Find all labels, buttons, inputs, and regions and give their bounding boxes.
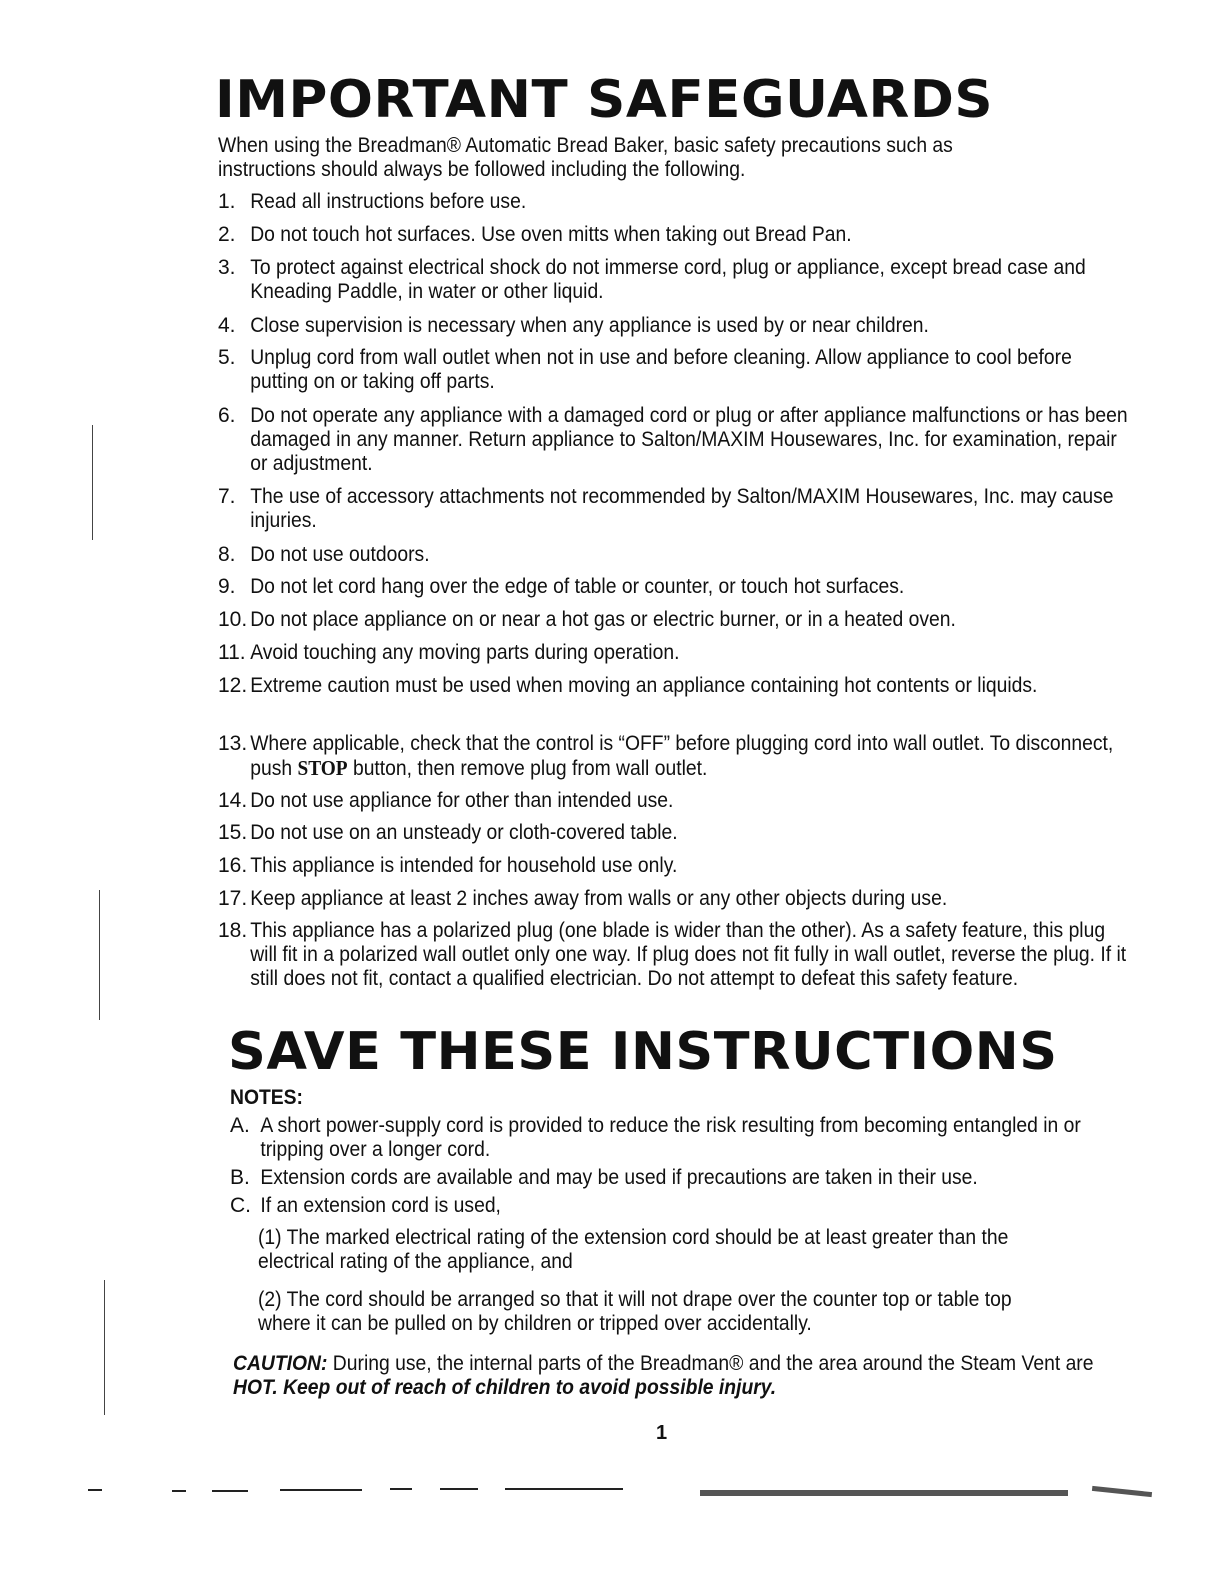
item-number: 5.	[218, 346, 236, 369]
item-text: The use of accessory attachments not recommended by Salton/MAXIM Housewares, Inc. may cause injuries.	[250, 485, 1114, 532]
note-text: If an extension cord is used,	[260, 1194, 501, 1217]
item-number: 6.	[218, 404, 236, 427]
item-number: 13.	[218, 732, 248, 755]
item-text: Do not use appliance for other than intended use.	[250, 789, 674, 812]
list-item	[218, 641, 1213, 665]
item-text: Do not touch hot surfaces. Use oven mitts when taking out Bread Pan.	[250, 223, 852, 246]
list-item	[218, 608, 1213, 632]
item-number: 18.	[218, 919, 248, 942]
list-item	[218, 485, 1213, 533]
stop-button-label: STOP	[297, 756, 348, 780]
sub-note-text: (2) The cord should be arranged so that it will not drape over the counter top or table top where it can be pulled on by children or tripped over accidentally.	[258, 1288, 1012, 1335]
caution-warning: Keep out of reach of children to avoid possible injury.	[277, 1376, 777, 1399]
list-item	[218, 919, 1213, 991]
item-text: Do not use on an unsteady or cloth-covered table.	[250, 821, 678, 844]
save-instructions-heading: SAVE THESE INSTRUCTIONS	[228, 1022, 1058, 1082]
list-item	[218, 314, 1213, 338]
note-text: A short power-supply cord is provided to reduce the risk resulting from becoming entangled in or tripping over a longer cord.	[260, 1114, 1081, 1161]
item-text	[218, 732, 1133, 781]
note-text: Extension cords are available and may be used if precautions are taken in their use.	[260, 1166, 978, 1189]
caution-paragraph	[233, 1352, 1133, 1400]
note-item	[230, 1166, 1110, 1190]
list-item	[218, 854, 1213, 878]
item-number: 2.	[218, 223, 236, 246]
item-number: 3.	[218, 256, 236, 279]
caution-label: CAUTION:	[233, 1352, 328, 1375]
intro-paragraph: When using the Breadman® Automatic Bread Baker, basic safety precautions such as instructions should always be followed including the following.	[218, 134, 953, 181]
list-item	[218, 674, 1213, 698]
list-item	[218, 887, 1213, 911]
item-text: Avoid touching any moving parts during operation.	[250, 641, 680, 664]
item-number: 15.	[218, 821, 248, 844]
item-number: 10.	[218, 608, 248, 631]
caution-text: During use, the internal parts of the Breadman® and the area around the Steam Vent are	[327, 1352, 1094, 1375]
item-number: 12.	[218, 674, 248, 697]
item-text: To protect against electrical shock do not immerse cord, plug or appliance, except bread case and Kneading Paddle, in water or other liquid.	[250, 256, 1086, 303]
item-number: 7.	[218, 485, 236, 508]
page-title: IMPORTANT SAFEGUARDS	[215, 70, 994, 130]
item-text-part: button, then remove plug from wall outlet.	[347, 757, 708, 780]
list-item	[218, 404, 1213, 476]
item-number: 4.	[218, 314, 236, 337]
item-text: Extreme caution must be used when moving an appliance containing hot contents or liquids.	[250, 674, 1038, 697]
list-item	[218, 346, 1213, 394]
sub-note	[230, 1288, 1110, 1336]
item-number: 9.	[218, 575, 236, 598]
list-item	[218, 256, 1213, 304]
item-text: Read all instructions before use.	[250, 190, 527, 213]
sub-note	[230, 1226, 1110, 1274]
item-number: 17.	[218, 887, 248, 910]
item-text: Do not use outdoors.	[250, 543, 430, 566]
item-text: Keep appliance at least 2 inches away from walls or any other objects during use.	[250, 887, 948, 910]
note-letter: A.	[230, 1114, 250, 1137]
notes-section	[230, 1086, 1110, 1336]
item-text: This appliance is intended for household use only.	[250, 854, 678, 877]
list-item	[218, 223, 1213, 247]
note-item	[230, 1114, 1110, 1162]
item-text: Do not place appliance on or near a hot gas or electric burner, or in a heated oven.	[250, 608, 956, 631]
caution-hot: HOT.	[233, 1376, 278, 1399]
item-number: 14.	[218, 789, 248, 812]
item-text: Unplug cord from wall outlet when not in use and before cleaning. Allow appliance to cool before putting on or taking off parts.	[250, 346, 1072, 393]
page-number: 1	[656, 1422, 668, 1444]
item-number: 11.	[218, 641, 246, 664]
item-number: 16.	[218, 854, 248, 877]
note-letter: C.	[230, 1194, 251, 1217]
list-item	[218, 575, 1213, 599]
item-number: 8.	[218, 543, 236, 566]
list-item	[218, 789, 1213, 813]
note-item	[230, 1194, 1110, 1218]
list-item	[218, 821, 1213, 845]
list-item	[218, 190, 1213, 214]
list-item	[218, 732, 1213, 781]
item-text: Close supervision is necessary when any appliance is used by or near children.	[250, 314, 929, 337]
list-item	[218, 543, 1213, 567]
note-letter: B.	[230, 1166, 250, 1189]
item-text: Do not let cord hang over the edge of table or counter, or touch hot surfaces.	[250, 575, 905, 598]
notes-title: NOTES:	[230, 1086, 303, 1109]
item-text: Do not operate any appliance with a damaged cord or plug or after appliance malfunctions or has been damaged in any manner. Return appliance to Salton/MAXIM Housewares, Inc. for examination, repair or adjustment.	[250, 404, 1128, 475]
item-text: This appliance has a polarized plug (one blade is wider than the other). As a safety feature, this plug will fit in a polarized wall outlet only one way. If plug does not fit fully in wall outlet, reverse the plug. If it still does not fit, contact a qualified electrician. Do not attempt to defeat this safety feature.	[250, 919, 1127, 990]
item-number: 1.	[218, 190, 236, 213]
sub-note-text: (1) The marked electrical rating of the extension cord should be at least greater than the electrical rating of the appliance, and	[258, 1226, 1009, 1273]
item-text-part: Where applicable, check that the control is “OFF” before plugging cord into wall outlet. To disconnect, push	[250, 732, 1114, 780]
